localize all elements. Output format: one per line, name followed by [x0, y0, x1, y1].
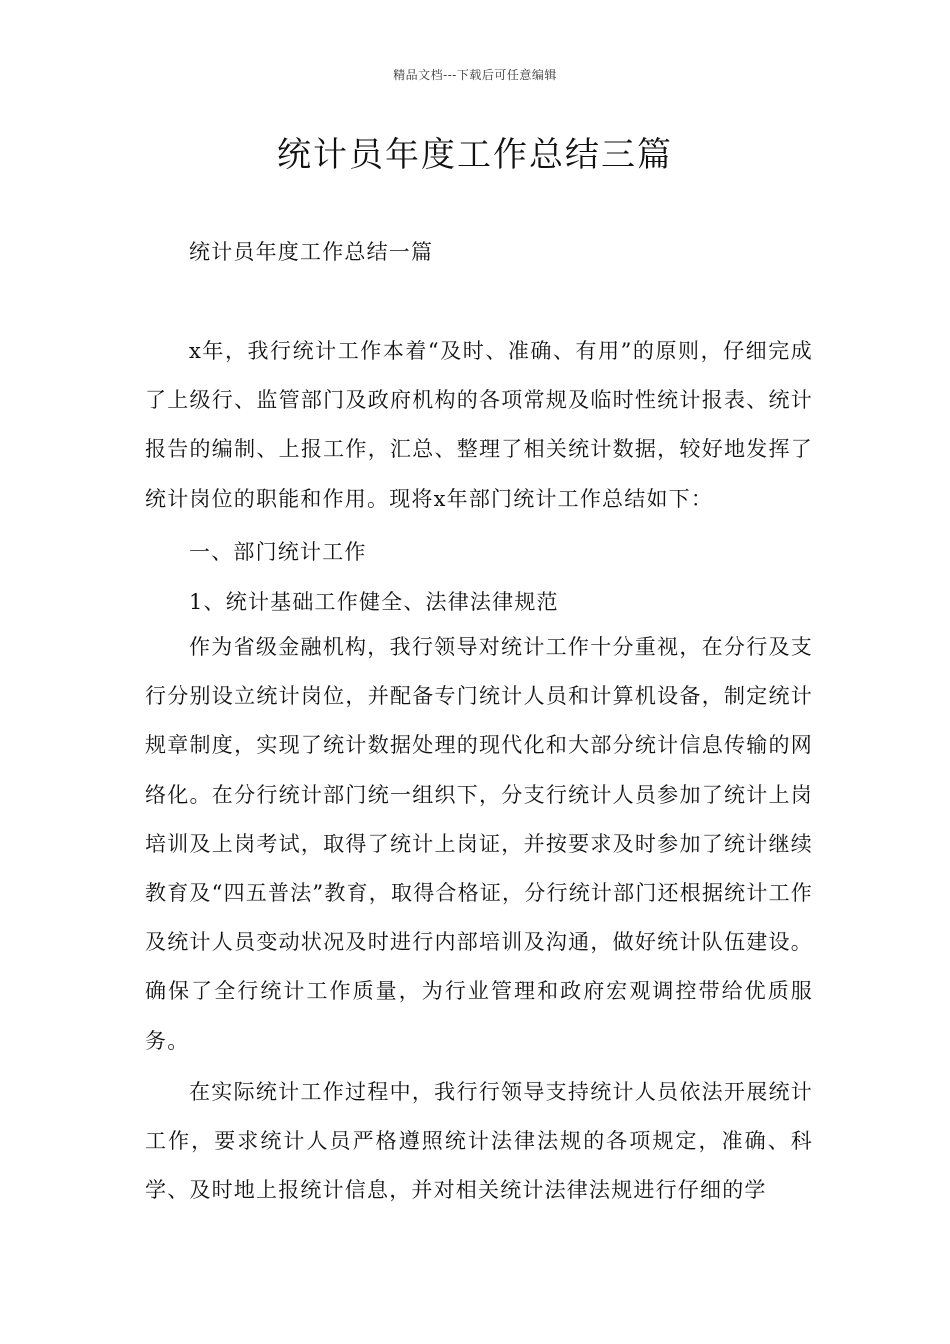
paragraph-statistics-practice: 在实际统计工作过程中，我行行领导支持统计人员依法开展统计工作，要求统计人员严格遵照统计法律法规的各项规定，准确、科学、及时地上报统计信息，并对相关统计法律法规进行仔细的学	[145, 1080, 813, 1203]
subsection-heading: 1、统计基础工作健全、法律法律规范	[189, 590, 559, 614]
paragraph-intro: x年，我行统计工作本着“及时、准确、有用”的原则，仔细完成了上级行、监管部门及政府机构的各项常规及临时性统计报表、统计报告的编制、上报工作，汇总、整理了相关统计数据，较好地发挥了统计岗位的职能和作用。现将x年部门统计工作总结如下：	[145, 339, 813, 511]
section-heading: 一、部门统计工作	[189, 540, 367, 564]
paragraph-statistics-foundation: 作为省级金融机构，我行领导对统计工作十分重视，在分行及支行分别设立统计岗位，并配备专门统计人员和计算机设备，制定统计规章制度，实现了统计数据处理的现代化和大部分统计信息传输的网络化。在分行统计部门统一组织下，分支行统计人员参加了统计上岗培训及上岗考试，取得了统计上岗证，并按要求及时参加了统计继续教育及“四五普法”教育，取得合格证，分行统计部门还根据统计工作及统计人员变动状况及时进行内部培训及沟通，做好统计队伍建设。确保了全行统计工作质量，为行业管理和政府宏观调控带给优质服务。	[145, 635, 813, 1053]
header-note: 精品文档---下载后可任意编辑	[393, 68, 557, 82]
document-subtitle: 统计员年度工作总结一篇	[189, 240, 434, 264]
document-title: 统计员年度工作总结三篇	[277, 135, 673, 175]
